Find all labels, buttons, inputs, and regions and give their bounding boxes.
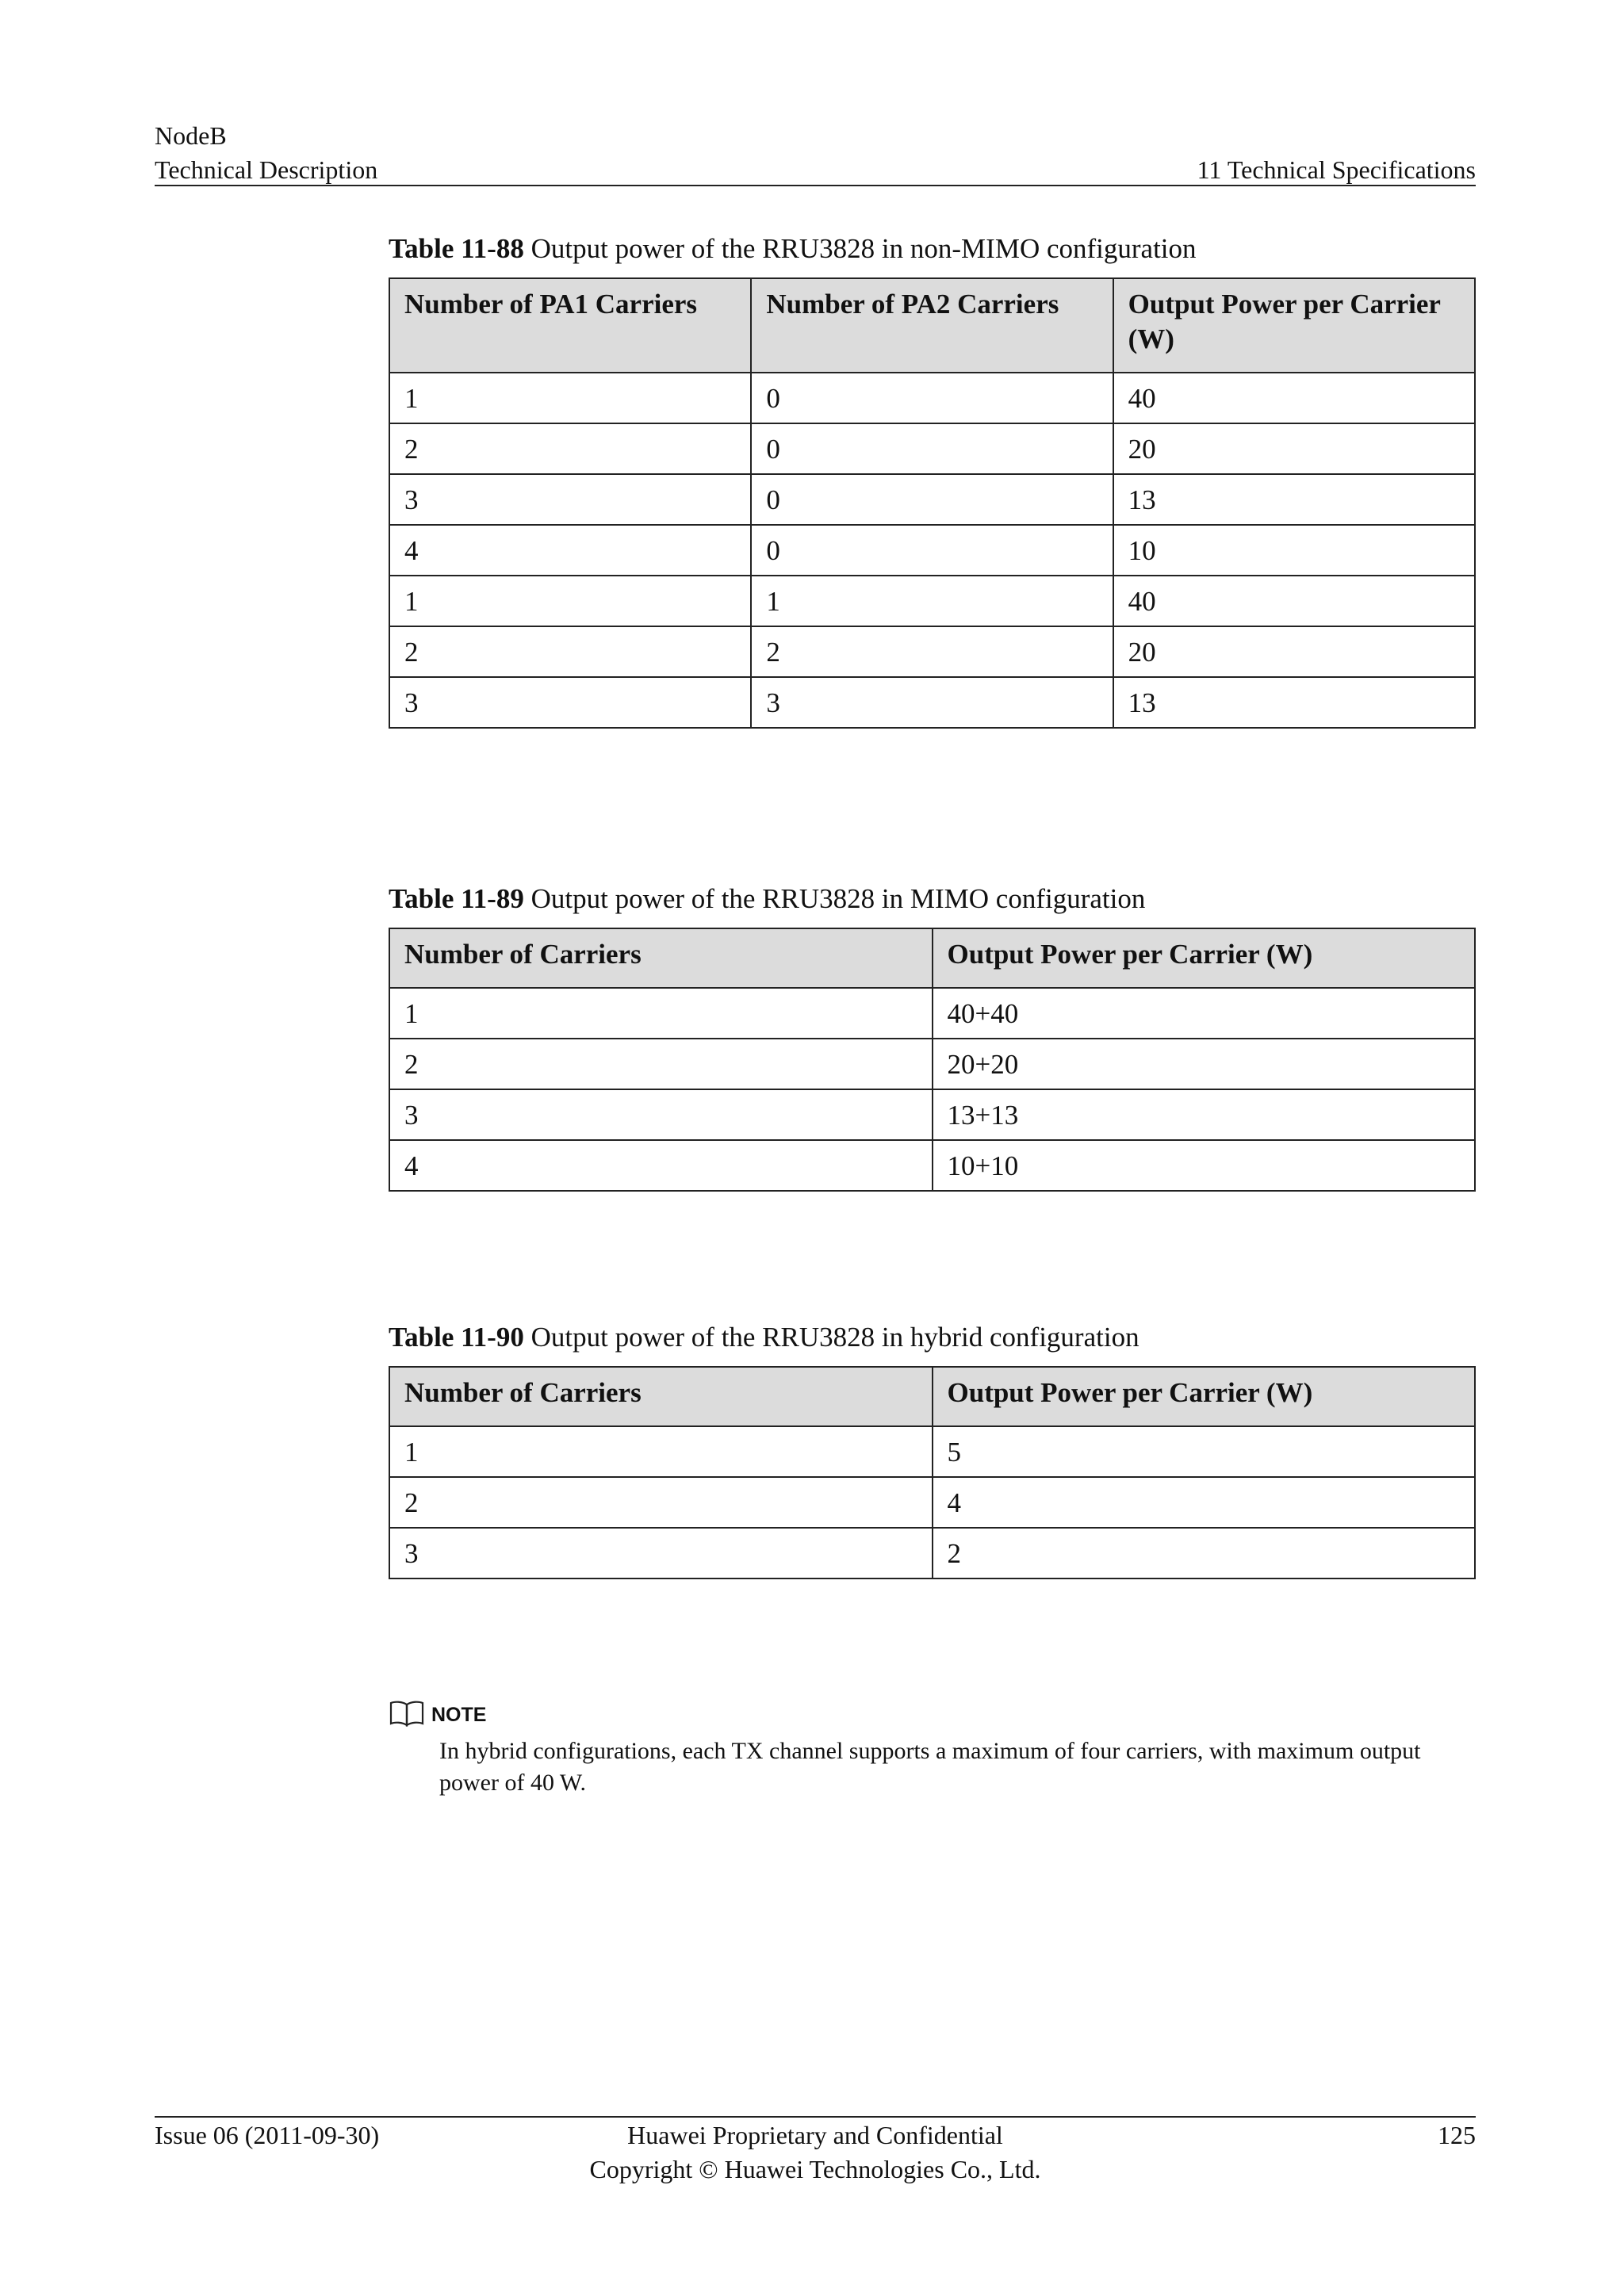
footer-center: [155, 2118, 1476, 2187]
table-row: [389, 1140, 1475, 1191]
table-cell: 2: [389, 1039, 933, 1089]
table-cell: 10+10: [933, 1140, 1476, 1191]
table-row: [389, 1528, 1475, 1578]
table-cell: 3: [389, 474, 751, 525]
note-text: In hybrid configurations, each TX channel supports a maximum of four carriers, with maximum output power of 40 W.: [439, 1738, 1421, 1796]
table-caption-text: Output power of the RRU3828 in non-MIMO configuration: [530, 233, 1197, 264]
table-caption: [389, 882, 1476, 916]
table-row: [389, 1039, 1475, 1089]
table-cell: 2: [389, 626, 751, 677]
table-cell: 0: [751, 474, 1113, 525]
book-icon: [389, 1700, 425, 1731]
table-row: [389, 373, 1475, 423]
table-caption-text: Output power of the RRU3828 in hybrid configuration: [530, 1322, 1139, 1353]
table-caption: [389, 1320, 1476, 1355]
table-cell: 2: [389, 423, 751, 474]
footer-issue: Issue 06 (2011-09-30): [155, 2121, 380, 2149]
table-cell: 20+20: [933, 1039, 1476, 1089]
table-cell: 2: [751, 626, 1113, 677]
column-header: Number of PA1 Carriers: [389, 278, 751, 373]
table-cell: 0: [751, 525, 1113, 576]
table-cell: 1: [389, 373, 751, 423]
table-cell: 3: [389, 1528, 933, 1578]
table-cell: 40: [1113, 373, 1475, 423]
table-row: [389, 423, 1475, 474]
table-cell: 4: [389, 525, 751, 576]
table-row: [389, 1477, 1475, 1528]
page-header: [155, 119, 1476, 187]
table-cell: 10: [1113, 525, 1475, 576]
table-block-11-90: [389, 1320, 1476, 1579]
table-cell: 1: [389, 576, 751, 626]
page-number: 125: [1438, 2121, 1476, 2149]
table-cell: 20: [1113, 423, 1475, 474]
table-cell: 3: [751, 677, 1113, 728]
table-row: [389, 626, 1475, 677]
table-header-row: [389, 1367, 1475, 1426]
table-hybrid: [389, 1366, 1476, 1579]
table-cell: 13+13: [933, 1089, 1476, 1140]
table-cell: 40: [1113, 576, 1475, 626]
note-label: NOTE: [431, 1704, 487, 1726]
note-heading: [389, 1700, 1476, 1731]
table-cell: 5: [933, 1426, 1476, 1477]
column-header: Output Power per Carrier (W): [933, 928, 1476, 988]
table-cell: 1: [389, 1426, 933, 1477]
table-block-11-88: [389, 232, 1476, 729]
table-cell: 4: [389, 1140, 933, 1191]
table-cell: 3: [389, 677, 751, 728]
footer-divider: [155, 2116, 1476, 2118]
column-header: Output Power per Carrier (W): [1113, 278, 1475, 373]
footer-confidential: Huawei Proprietary and Confidential: [627, 2121, 1003, 2149]
table-cell: 20: [1113, 626, 1475, 677]
table-caption-label: Table 11-90: [389, 1322, 524, 1353]
table-cell: 0: [751, 423, 1113, 474]
table-block-11-89: [389, 882, 1476, 1192]
table-row: [389, 474, 1475, 525]
footer-copyright: Copyright © Huawei Technologies Co., Ltd.: [589, 2155, 1041, 2183]
column-header: Output Power per Carrier (W): [933, 1367, 1476, 1426]
table-mimo: [389, 928, 1476, 1192]
column-header: Number of PA2 Carriers: [751, 278, 1113, 373]
table-cell: 13: [1113, 474, 1475, 525]
table-caption-label: Table 11-89: [389, 883, 524, 914]
table-header-row: [389, 278, 1475, 373]
header-product: NodeB: [155, 121, 227, 150]
table-cell: 13: [1113, 677, 1475, 728]
table-cell: 40+40: [933, 988, 1476, 1039]
header-chapter: 11 Technical Specifications: [1197, 155, 1476, 184]
table-cell: 1: [751, 576, 1113, 626]
header-divider: [155, 185, 1476, 186]
table-row: [389, 1426, 1475, 1477]
table-non-mimo: [389, 277, 1476, 729]
table-caption: [389, 232, 1476, 266]
table-row: [389, 988, 1475, 1039]
table-row: [389, 576, 1475, 626]
table-caption-label: Table 11-88: [389, 233, 524, 264]
table-row: [389, 1089, 1475, 1140]
header-doc-title: Technical Description: [155, 155, 378, 184]
table-row: [389, 525, 1475, 576]
column-header: Number of Carriers: [389, 1367, 933, 1426]
table-caption-text: Output power of the RRU3828 in MIMO configuration: [530, 883, 1146, 914]
table-cell: 0: [751, 373, 1113, 423]
table-cell: 1: [389, 988, 933, 1039]
table-cell: 4: [933, 1477, 1476, 1528]
table-header-row: [389, 928, 1475, 988]
table-row: [389, 677, 1475, 728]
table-cell: 2: [389, 1477, 933, 1528]
column-header: Number of Carriers: [389, 928, 933, 988]
table-cell: 2: [933, 1528, 1476, 1578]
table-cell: 3: [389, 1089, 933, 1140]
note-box: [389, 1700, 1476, 1799]
